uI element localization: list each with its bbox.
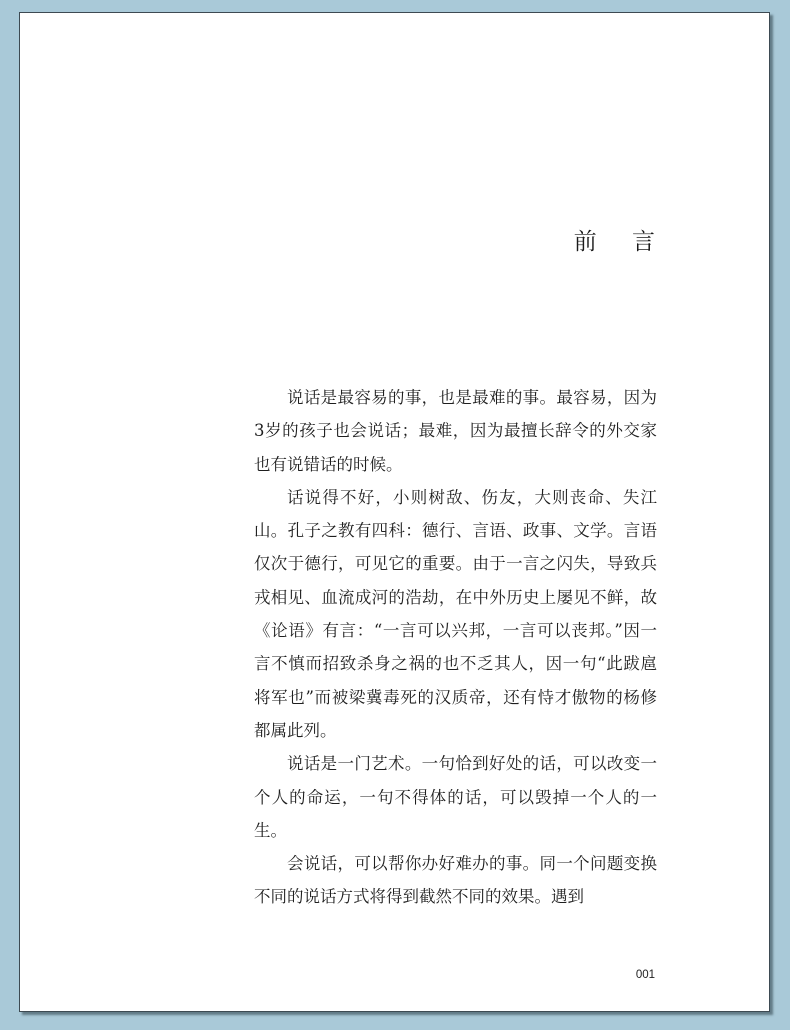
paragraph: 说话是一门艺术。一句恰到好处的话，可以改变一个人的命运，一句不得体的话，可以毁掉一个人的一生。 [254,754,657,840]
book-page [19,12,770,1012]
paragraph: 话说得不好，小则树敌、伤友，大则丧命、失江山。孔子之教有四科：德行、言语、政事、文学。言语仅次于德行，可见它的重要。由于一言之闪失，导致兵戎相见、血流成河的浩劫，在中外历史上屡见不鲜，故《论语》有言：“一言可以兴邦，一言可以丧邦。”因一言不慎而招致杀身之祸的也不乏其人，因一句“此跋扈将军也”而被梁冀毒死的汉质帝，还有恃才傲物的杨修都属此列。 [254,487,657,740]
paragraph: 说话是最容易的事，也是最难的事。最容易，因为3岁的孩子也会说话；最难，因为最擅长辞令的外交家也有说错话的时候。 [254,388,657,474]
body-text [254,381,657,914]
chapter-title: 前 言 [573,229,669,255]
paragraph: 会说话，可以帮你办好难办的事。同一个问题变换不同的说话方式将得到截然不同的效果。遇到 [254,854,657,907]
page-number: 001 [635,969,655,981]
